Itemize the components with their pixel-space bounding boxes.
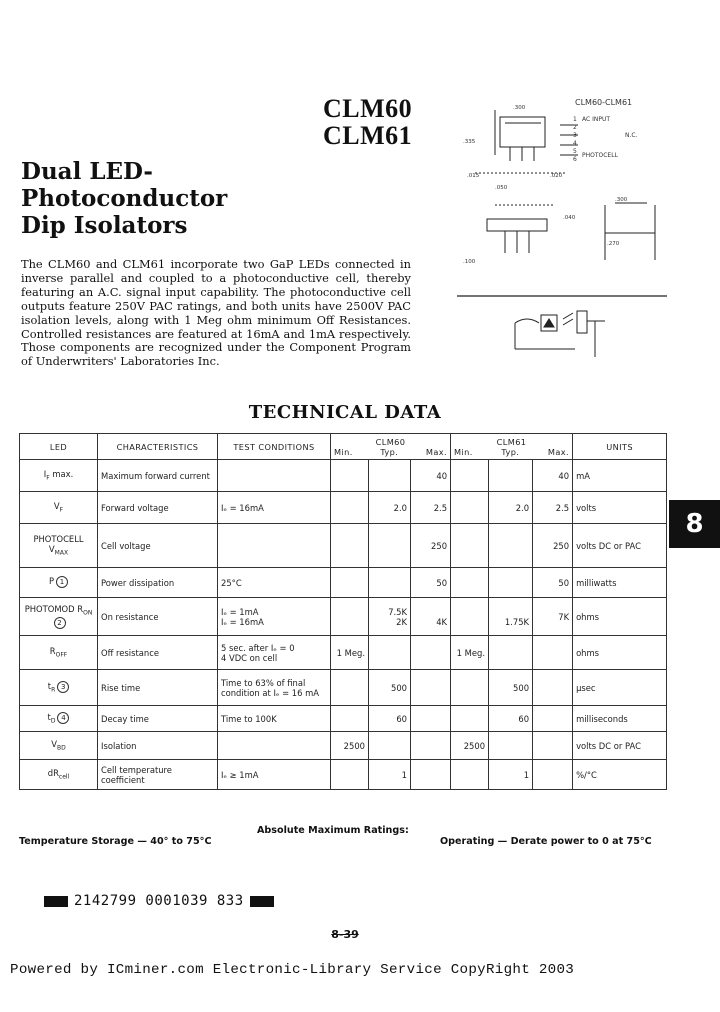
cell-value-a-typ: 2.0 [369,492,411,524]
package-side-outline [487,219,547,231]
cell-value-b-min [451,460,489,492]
table-body [20,460,667,790]
dim-a: .300 [513,105,526,111]
table-row [20,598,667,636]
section-tab: 8 [669,500,720,548]
cell-value-a-max [411,732,451,760]
cell-units: volts [573,492,667,524]
symbol-text: PHOTOCELL V [33,534,84,555]
table-row [20,760,667,790]
cell-value-b-typ [489,568,533,598]
package-outline [500,117,545,147]
symbol-suffix: max. [49,469,74,480]
cell-value-b-typ [489,636,533,670]
header-clm60-typ: Typ. [380,446,399,457]
symbol-subscript: F [46,474,50,482]
cell-value-b-typ: 1 [489,760,533,790]
dim-g: .100 [463,259,476,265]
cell-value-b-typ: 1.75K [489,598,533,636]
cell-units: milliseconds [573,706,667,732]
cell-symbol [20,568,98,598]
pin-1: 1 [573,116,577,123]
cell-value-a-max [411,706,451,732]
pin-5: 5 [573,148,577,155]
cell-value-b-min: 2500 [451,732,489,760]
cell-value-a-typ [369,524,411,568]
symbol-text: P [48,576,55,587]
symbol-text: t [47,712,51,723]
dim-c: .015 [467,173,480,179]
dim-b: .335 [463,139,476,145]
cell-units: mA [573,460,667,492]
header-units: UNITS [573,434,667,460]
cell-value-b-typ: 60 [489,706,533,732]
cell-value-a-min [331,760,369,790]
heading-line-2: Photoconductor [21,185,228,212]
cell-characteristic: Power dissipation [98,568,218,598]
cell-value-b-max [533,732,573,760]
symbol-text: dR [47,768,59,779]
dim-h: .270 [607,241,620,247]
cell-value-a-typ: 1 [369,760,411,790]
cell-characteristic: Forward voltage [98,492,218,524]
cell-value-b-min [451,568,489,598]
cell-value-b-max: 250 [533,524,573,568]
symbol-text: I [43,469,47,480]
cell-value-b-min: 1 Meg. [451,636,489,670]
cell-symbol [20,524,98,568]
cell-value-a-max [411,670,451,706]
intro-paragraph: The CLM60 and CLM61 incorporate two GaP LEDs connected in inverse parallel and coupled to a photoconductive cell, thereby featuring an A.C. signal input capability. The photoconductive cell outputs feature 250V PAC ratings, and both units have 2500V PAC isolation levels, along with 1 Meg ohm minimum Off Resistances. Controlled resistances are featured at 16mA and 1mA respectively. Those components are recognized under the Component Program of Underwriters' Laboratories Inc. [21,257,411,369]
cell-value-a-min: 1 Meg. [331,636,369,670]
pin-3: 3 [573,132,577,139]
cell-value-a-max [411,760,451,790]
symbol-text: V [51,739,57,750]
cell-value-a-typ [369,568,411,598]
cell-value-b-max [533,706,573,732]
cell-value-b-min [451,706,489,732]
cell-value-a-min: 2500 [331,732,369,760]
ratings-title: Absolute Maximum Ratings: [257,825,409,836]
cell-test-condition [218,460,331,492]
product-title-clm60: CLM60 [323,94,413,123]
cell-value-b-max [533,636,573,670]
ratings-storage: Temperature Storage — 40° to 75°C [19,836,212,847]
cell-value-b-min [451,760,489,790]
header-test-conditions: TEST CONDITIONS [218,434,331,460]
table-row [20,492,667,524]
cell-characteristic: Cell temperature coefficient [98,760,218,790]
cell-value-b-max: 7K [533,598,573,636]
cell-value-a-min [331,492,369,524]
footer-text: Powered by ICminer.com Electronic-Library Service CopyRight 2003 [10,962,575,978]
cell-value-a-min [331,568,369,598]
cell-value-a-max: 40 [411,460,451,492]
footnote-marker: 3 [57,681,69,693]
cell-value-a-max: 4K [411,598,451,636]
header-clm61-min: Min. [454,446,473,457]
pin-6: 6 [573,156,577,163]
symbol-text: R [49,646,56,657]
cell-value-b-min [451,670,489,706]
pin-label-photocell: PHOTOCELL [582,152,618,159]
barcode-bar-right [250,896,274,907]
symbol-subscript: D [50,717,56,725]
footnote-marker: 4 [57,712,69,724]
cell-symbol [20,670,98,706]
cell-value-a-max: 2.5 [411,492,451,524]
header-clm60: CLM60 [375,436,406,447]
cell-units: ohms [573,598,667,636]
page-number: 8-39 [331,928,359,941]
cell-value-a-typ [369,460,411,492]
header-clm61: CLM61 [496,436,527,447]
cell-value-a-typ [369,732,411,760]
table-row [20,568,667,598]
cell-test-condition: Iₑ ≥ 1mA [218,760,331,790]
cell-units: milliwatts [573,568,667,598]
cell-symbol [20,636,98,670]
cell-symbol [20,598,98,636]
cell-test-condition: 25°C [218,568,331,598]
cell-symbol [20,760,98,790]
technical-data-table [19,433,667,790]
cell-value-a-typ: 60 [369,706,411,732]
cell-value-a-min [331,460,369,492]
barcode-text: 2142799 0001039 833 [74,893,244,909]
cell-symbol [20,492,98,524]
cell-symbol [20,706,98,732]
cell-units: %/°C [573,760,667,790]
cell-value-a-min [331,598,369,636]
cell-test-condition: Iₑ = 1mA Iₑ = 16mA [218,598,331,636]
diagram-title: CLM60-CLM61 [575,98,633,107]
cell-value-b-typ [489,524,533,568]
pin-2: 2 [573,124,577,131]
cell-test-condition: Time to 100K [218,706,331,732]
symbol-text: V [53,501,60,512]
schematic [515,311,605,357]
cell-units: volts DC or PAC [573,524,667,568]
cell-test-condition [218,732,331,760]
barcode-bar-left [44,896,68,907]
symbol-text: t [47,681,52,692]
cell-characteristic: Maximum forward current [98,460,218,492]
symbol-subscript: cell [58,773,70,781]
header-characteristics: CHARACTERISTICS [98,434,218,460]
table-row [20,670,667,706]
dim-f: .040 [563,215,576,221]
header-clm61-group [451,434,573,460]
cell-value-a-typ: 500 [369,670,411,706]
cell-characteristic: Decay time [98,706,218,732]
cell-value-a-max: 250 [411,524,451,568]
footnote-marker: 2 [54,617,66,629]
pin-4: 4 [573,140,577,147]
cell-value-b-max [533,670,573,706]
cell-value-a-typ [369,636,411,670]
header-clm60-group [331,434,451,460]
cell-units: ohms [573,636,667,670]
cell-test-condition [218,524,331,568]
cell-value-b-typ [489,460,533,492]
table-row [20,524,667,568]
cell-characteristic: On resistance [98,598,218,636]
header-clm60-min: Min. [334,446,353,457]
heading-line-3: Dip Isolators [21,212,188,239]
cell-value-b-min [451,492,489,524]
table-row [20,732,667,760]
cell-value-b-max [533,760,573,790]
cell-characteristic: Off resistance [98,636,218,670]
symbol-subscript: R [51,686,56,694]
dim-d: .050 [495,185,508,191]
cell-value-a-max: 50 [411,568,451,598]
technical-data-title: TECHNICAL DATA [248,402,442,423]
cell-units: volts DC or PAC [573,732,667,760]
cell-value-b-min [451,598,489,636]
cell-value-a-min [331,670,369,706]
footnote-marker: 1 [56,576,68,588]
cell-symbol [20,732,98,760]
cell-value-b-max: 2.5 [533,492,573,524]
cell-value-b-max: 40 [533,460,573,492]
ratings-operating: Operating — Derate power to 0 at 75°C [440,836,652,847]
cell-characteristic: Rise time [98,670,218,706]
symbol-subscript: OFF [55,651,68,659]
cell-value-b-min [451,524,489,568]
cell-test-condition: Iₑ = 16mA [218,492,331,524]
symbol-subscript: ON [83,609,93,617]
cell-value-a-max [411,636,451,670]
cell-value-b-typ [489,732,533,760]
cell-value-b-typ: 500 [489,670,533,706]
dim-i: .300 [615,197,628,203]
cell-test-condition: Time to 63% of final condition at Iₑ = 16 mA [218,670,331,706]
heading-line-1: Dual LED- [21,158,153,185]
header-led: LED [20,434,98,460]
cell-value-a-min [331,706,369,732]
table-row [20,636,667,670]
cell-value-b-typ: 2.0 [489,492,533,524]
pin-label-ac-input: AC INPUT [582,116,611,123]
pin-label-nc: N.C. [625,132,638,139]
cell-characteristic: Isolation [98,732,218,760]
cell-characteristic: Cell voltage [98,524,218,568]
barcode-line [38,893,280,909]
package-diagram [455,95,670,370]
symbol-subscript: BD [56,744,66,752]
symbol-text: PHOTOMOD R [24,604,84,615]
symbol-subscript: F [59,506,64,514]
cell-value-a-typ: 7.5K 2K [369,598,411,636]
cell-value-b-max: 50 [533,568,573,598]
cell-test-condition: 5 sec. after Iₑ = 0 4 VDC on cell [218,636,331,670]
table-row [20,706,667,732]
product-title-clm61: CLM61 [323,121,413,150]
cell-value-a-min [331,524,369,568]
header-clm60-max: Max. [425,446,448,457]
symbol-subscript: MAX [54,549,69,557]
cell-units: μsec [573,670,667,706]
cell-symbol [20,460,98,492]
header-clm61-max: Max. [547,446,570,457]
header-clm61-typ: Typ. [501,446,520,457]
table-row [20,460,667,492]
dim-e: .020 [550,173,563,179]
